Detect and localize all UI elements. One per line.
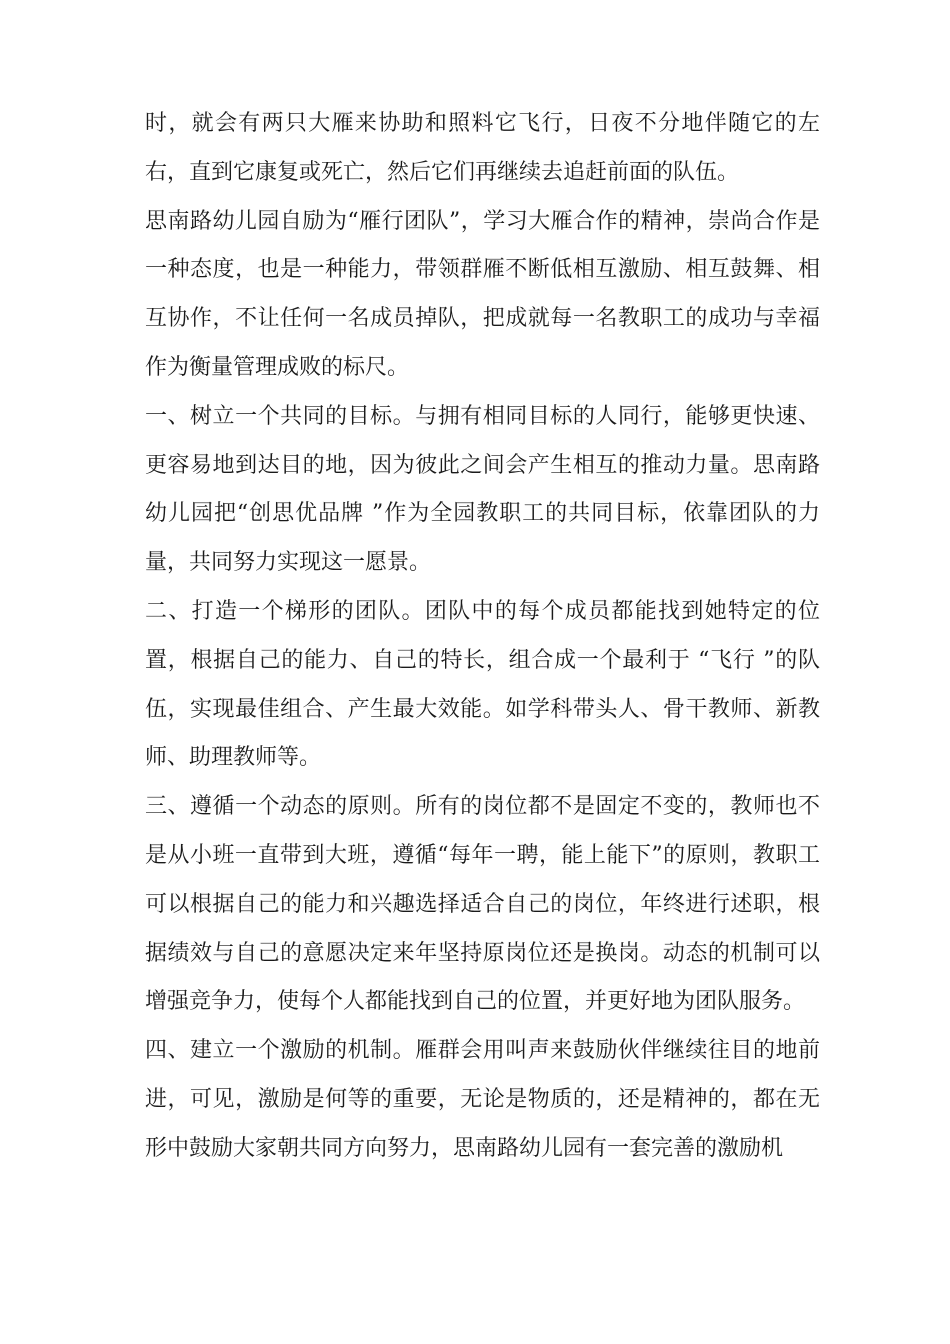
- paragraph-1: 时，就会有两只大雁来协助和照料它飞行，日夜不分地伴随它的左右，直到它康复或死亡，然后它们再继续去追赶前面的队伍。: [145, 111, 820, 185]
- paragraph-4: 二、打造一个梯形的团队。团队中的每个成员都能找到她特定的位置，根据自己的能力、自己的特长，组合成一个最利于 “飞行 ”的队伍，实现最佳组合、产生最大效能。如学科带头人、骨干教师、新教师、助理教师等。: [145, 598, 820, 771]
- paragraph-5: 三、遵循一个动态的原则。所有的岗位都不是固定不变的，教师也不是从小班一直带到大班，遵循“每年一聘，能上能下”的原则，教职工可以根据自己的能力和兴趣选择适合自己的岗位，年终进行述职，根据绩效与自己的意愿决定来年坚持原岗位还是换岗。动态的机制可以增强竞争力，使每个人都能找到自己的位置，并更好地为团队服务。: [145, 794, 820, 1015]
- paragraph-2: 思南路幼儿园自励为“雁行团队”，学习大雁合作的精神，崇尚合作是一种态度，也是一种能力，带领群雁不断低相互激励、相互鼓舞、相互协作，不让任何一名成员掉队，把成就每一名教职工的成功与幸福作为衡量管理成败的标尺。: [145, 208, 820, 380]
- document-body: [145, 100, 820, 1174]
- paragraph-6: 四、建立一个激励的机制。雁群会用叫声来鼓励伙伴继续往目的地前进，可见，激励是何等的重要，无论是物质的，还是精神的，都在无形中鼓励大家朝共同方向努力，思南路幼儿园有一套完善的激励机: [145, 1038, 820, 1161]
- paragraph-3: 一、树立一个共同的目标。与拥有相同目标的人同行，能够更快速、更容易地到达目的地，因为彼此之间会产生相互的推动力量。思南路幼儿园把“创思优品牌 ”作为全园教职工的共同目标，依靠团队的力量，共同努力实现这一愿景。: [145, 403, 820, 576]
